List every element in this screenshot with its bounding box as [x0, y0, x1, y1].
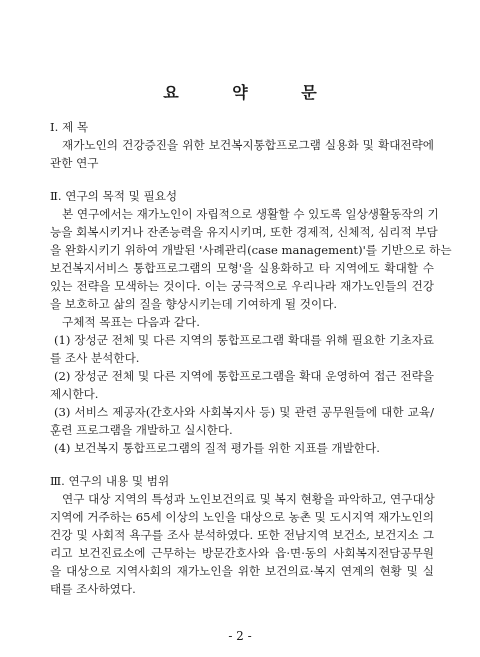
- goal-item-continued: 제시한다.: [50, 387, 99, 401]
- paragraph-line: 능을 회복시키거나 잔존능력을 유지시키며, 또한 경제적, 신체적, 심리적 부담: [50, 225, 438, 239]
- section-heading: Ⅱ. 연구의 목적 및 필요성: [50, 189, 178, 203]
- goal-item: (4) 보건복지 통합프로그램의 질적 평가를 위한 지표를 개발한다.: [54, 441, 380, 455]
- paragraph-line: 관한 연구: [50, 156, 99, 170]
- page-number: - 2 -: [228, 629, 252, 643]
- goal-item-continued: 훈련 프로그램을 개발하고 실시한다.: [50, 423, 233, 437]
- paragraph-line: 본 연구에서는 재가노인이 자립적으로 생활할 수 있도록 일상생활동작의 기: [62, 207, 439, 221]
- goal-item-continued: 를 조사 분석한다.: [50, 351, 140, 365]
- paragraph-line: 을 완화시키기 위하여 개발된 '사례관리(case management)'를 기반으로 하는: [50, 243, 452, 257]
- paragraph-line: 을 대상으로 지역사회의 재가노인을 위한 보건의료·복지 연계의 현황 및 실: [50, 564, 434, 578]
- section-title: [50, 118, 434, 172]
- paragraph-line: 리고 보건진료소에 근무하는 방문간호사와 읍·면·동의 사회복지전담공무원: [50, 546, 434, 560]
- paragraph-line: 있는 전략을 모색하는 것이다. 이는 궁극적으로 우리나라 재가노인들의 건강: [50, 279, 434, 293]
- goal-item: (1) 장성군 전체 및 다른 지역의 통합프로그램 확대를 위해 필요한 기초자료: [54, 333, 434, 347]
- paragraph-line: 재가노인의 건강증진을 위한 보건복지통합프로그램 실용화 및 확대전략에: [62, 138, 434, 152]
- section-scope: [50, 472, 434, 598]
- paragraph-line: 을 보호하고 삶의 질을 향상시키는데 기여하게 될 것이다.: [50, 297, 338, 311]
- goal-item: (3) 서비스 제공자(간호사와 사회복지사 등) 및 관련 공무원들에 대한 교육/: [54, 405, 434, 419]
- section-heading: Ⅰ. 제 목: [50, 120, 89, 134]
- document-body: [50, 118, 452, 598]
- goal-item: (2) 장성군 전체 및 다른 지역에 통합프로그램을 확대 운영하여 접근 전략을: [54, 369, 434, 383]
- section-purpose: [50, 187, 452, 457]
- paragraph-line: 지역에 거주하는 65세 이상의 노인을 대상으로 농촌 및 도시지역 재가노인의: [50, 510, 434, 524]
- paragraph-line: 보건복지서비스 통합프로그램의 모형'을 실용화하고 타 지역에도 확대할 수: [50, 261, 434, 275]
- paragraph-line: 연구 대상 지역의 특성과 노인보건의료 및 복지 현황을 파악하고, 연구대상: [62, 492, 435, 506]
- paragraph-line: 건강 및 사회적 욕구를 조사 분석하였다. 또한 전남지역 보건소, 보건지소 그: [50, 528, 434, 542]
- section-heading: Ⅲ. 연구의 내용 및 범위: [50, 474, 170, 488]
- paragraph-line: 태를 조사하였다.: [50, 582, 136, 596]
- page-title: 요 약 문: [163, 83, 341, 102]
- paragraph-line: 구체적 목표는 다음과 같다.: [62, 315, 200, 329]
